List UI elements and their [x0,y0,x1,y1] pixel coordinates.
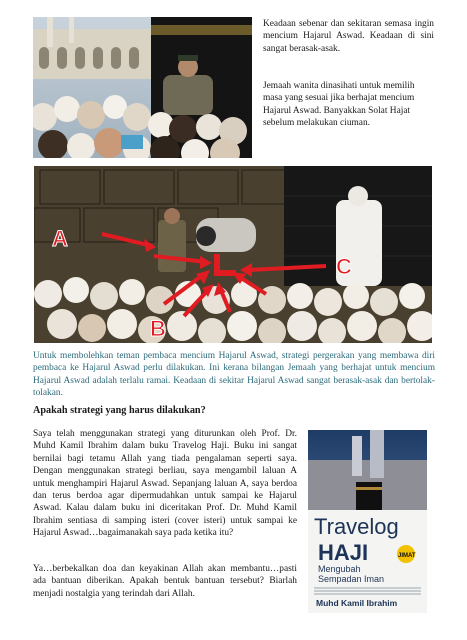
book-subtitle-1: Mengubah [318,564,361,574]
book-cover [308,430,427,613]
caption-top-2: Jemaah wanita dinasihati untuk memilih masa yang sesuai jika berhajat mencium Hajarul Aswad. Banyakkan Solat Hajat sebelum melakukan ciuman. [263,81,415,129]
crowd-photo-art [33,17,252,158]
body-paragraph-1: Saya telah menggunakan strategi yang diturunkan oleh Prof. Dr. Muhd Kamil Ibrahim dalam buku Travelog Haji. Buku ini sangat bernilai bagi tetamu Allah yang tiada pengalaman seperti saya. Dengan menggunakan strategi berliau, saya mengambil laluan A untuk menghampiri Hajarul Aswad. Sepanjang laluan A, saya berdoa dan terus berdoa agar dipermudahkan untuk sampai ke Hajarul Aswad. Kalau dalam buku ini diceritakan Prof. Dr. Muhd Kamil Ibrahim sentiasa di samping isteri (cover isteri) untuk sampai ke Hajarul Aswad…bagaimanakah saya pada ketika itu? [33,429,297,539]
hajarul-aswad-photo-art [34,166,432,343]
section-heading: Apakah strategi yang harus dilakukan? [33,405,206,416]
svg-text:JIMAT: JIMAT [398,553,416,559]
book-subtitle-2: Sempadan Iman [318,574,385,584]
book-title-haji: HAJI [318,540,369,565]
label-b: B [150,316,166,341]
body-paragraph-2: Ya…berbekalkan doa dan keyakinan Allah akan membantu…pasti ada bantuan diberikan. Apakah bentuk bantuan tersebut? Biarlah menjadi nostalgia yang terindah dari Allah. [33,564,297,599]
label-a: A [52,226,68,251]
photo-caption: Untuk membolehkan teman pembaca mencium Hajarul Aswad, strategi pergerakan yang membawa diri pembaca ke Hajarul Aswad perlu dilakukan. Ini kerana bilangan Jemaah yang berhajat untuk mencium Hajarul Aswad adalah terlalu ramai. Keadaan di sekitar Hajarul Aswad sangat berasak-asak dan bertolak-tolakan. [33,351,435,399]
book-title: Travelog [314,514,399,539]
label-c: C [336,254,352,279]
caption-top-1: Keadaan sebenar dan sekitaran semasa ingin mencium Hajarul Aswad. Keadaan di sini sangat berasak-asak. [263,19,434,54]
book-cover-art [308,430,427,613]
crowd-photo [33,17,252,158]
book-author: Muhd Kamil Ibrahim [316,598,398,608]
hajarul-aswad-photo [34,166,432,343]
